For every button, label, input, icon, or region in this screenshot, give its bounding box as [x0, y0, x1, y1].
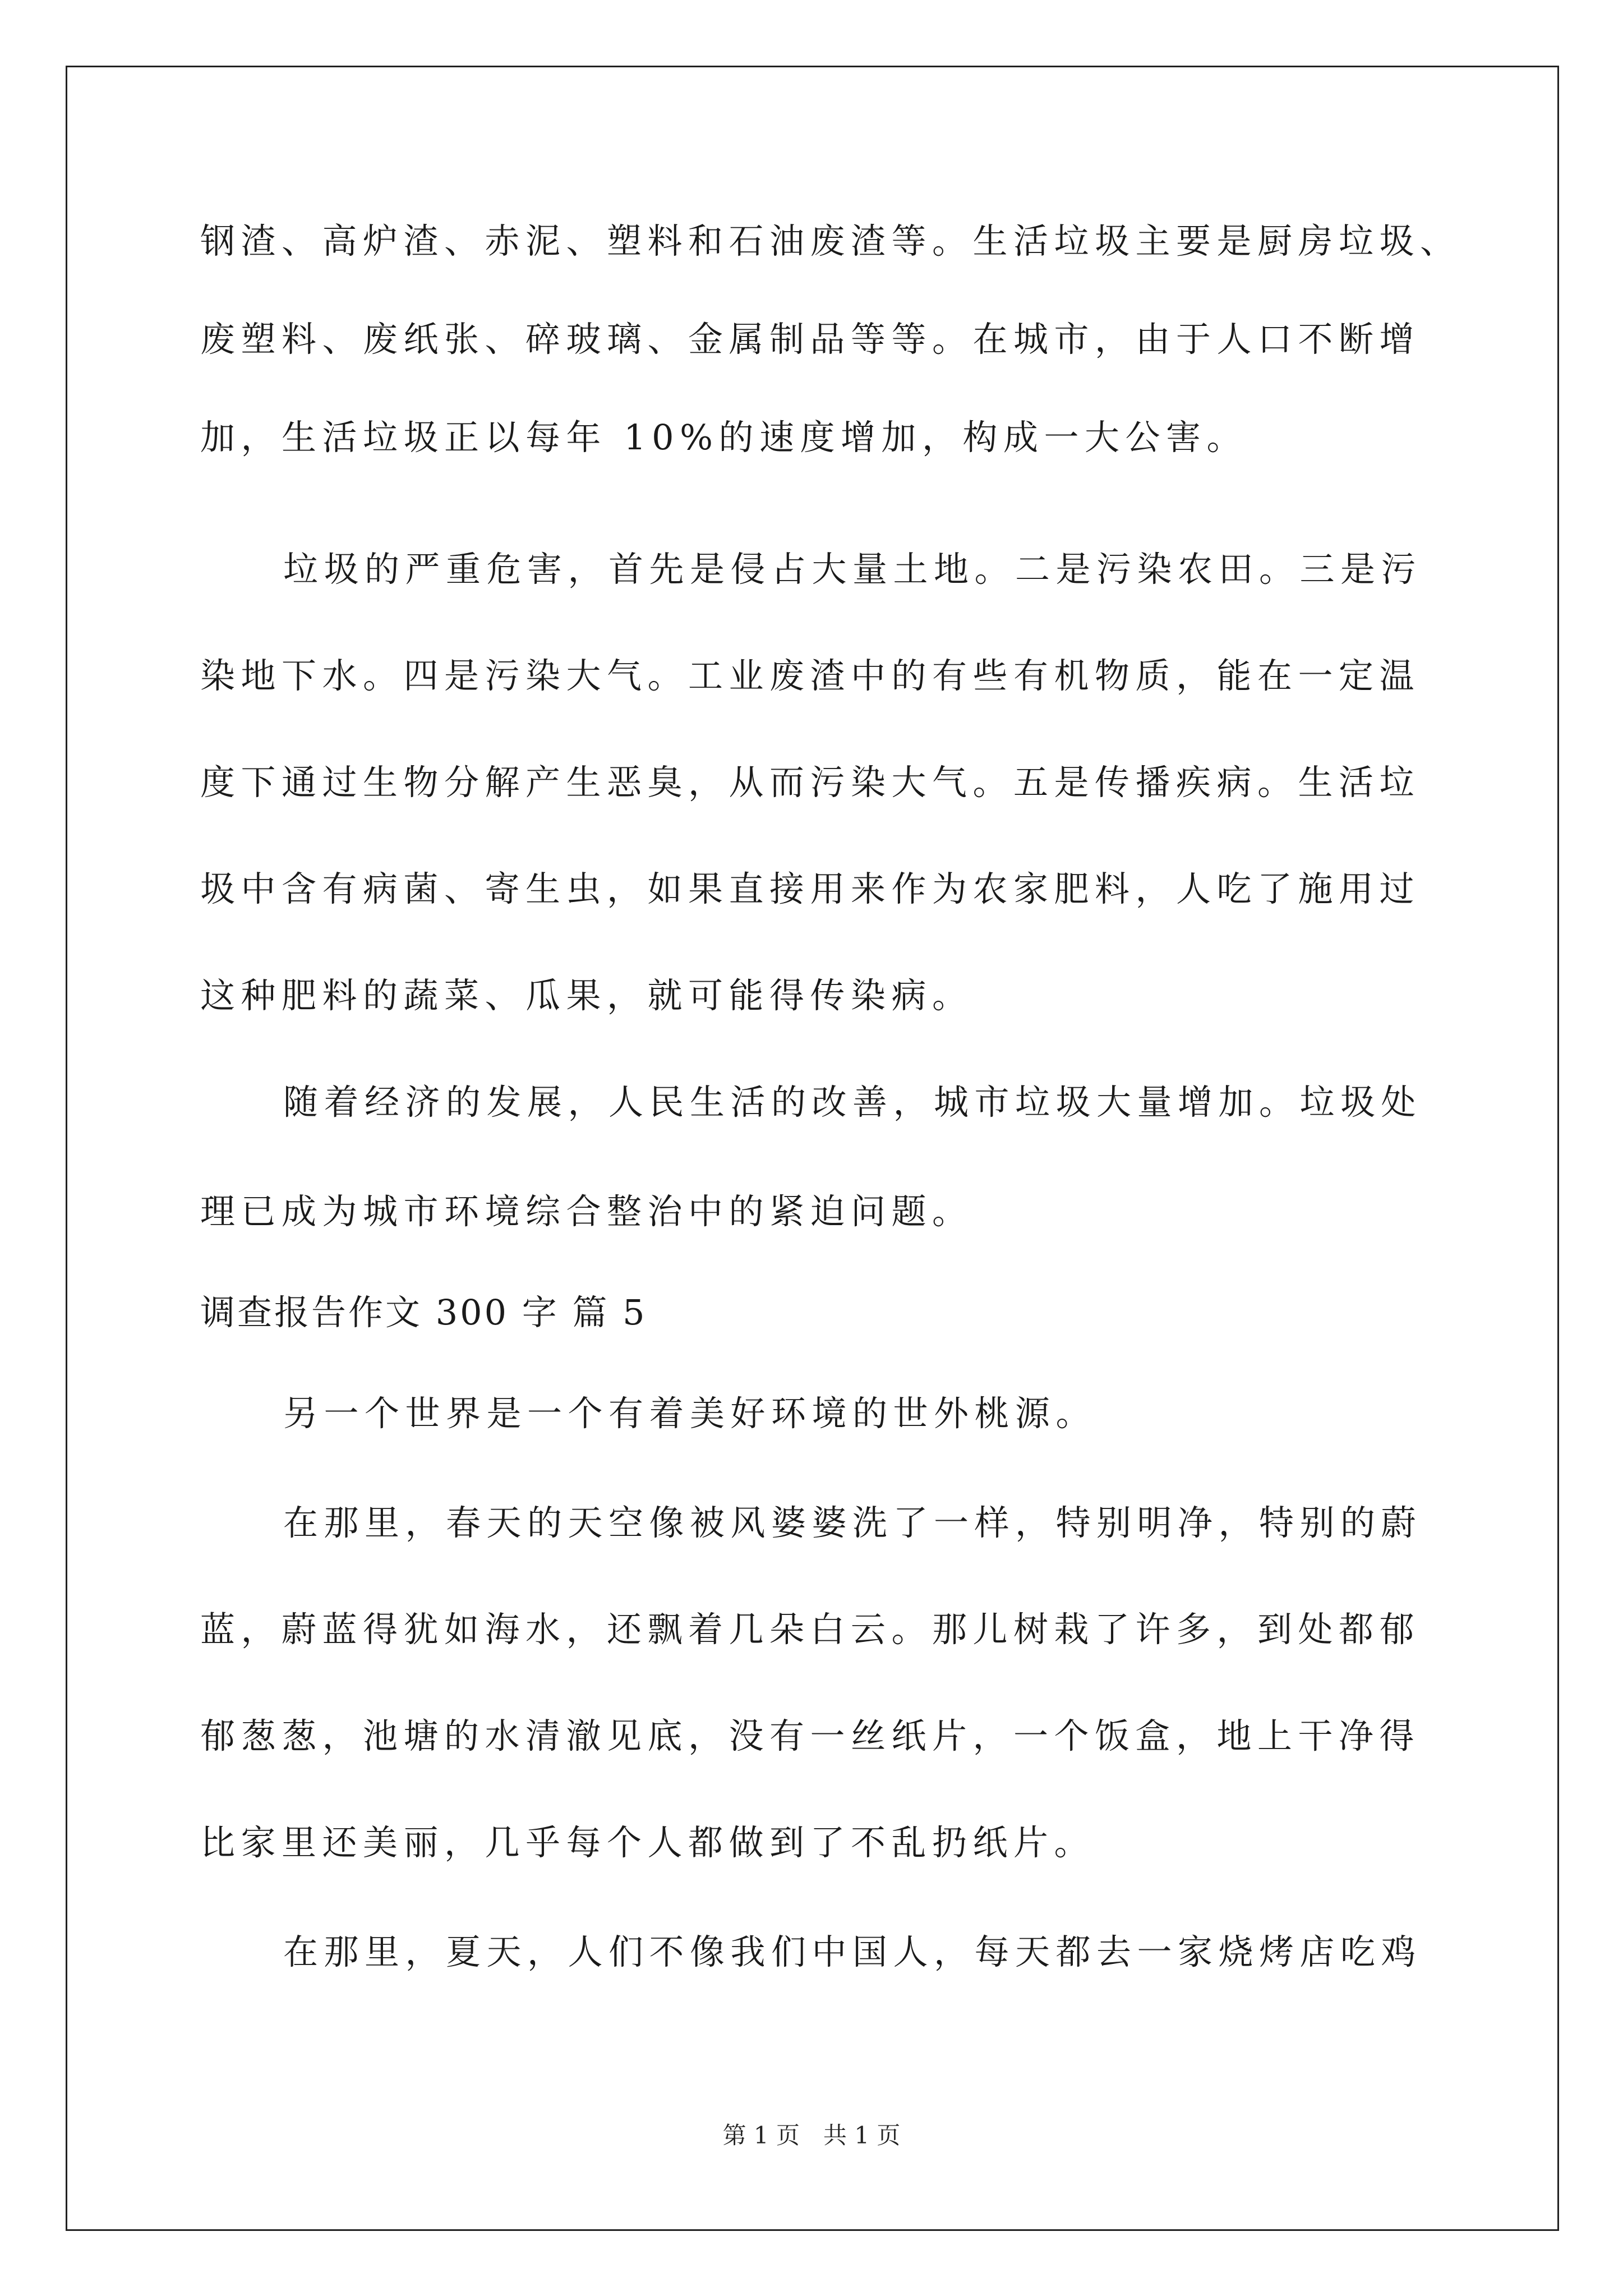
text-line: 钢渣、高炉渣、赤泥、塑料和石油废渣等。生活垃圾主要是厨房垃圾、 [200, 220, 1461, 261]
text-line: 染地下水。四是污染大气。工业废渣中的有些有机物质，能在一定温 [200, 655, 1421, 696]
paragraph-start-line: 在那里，春天的天空像被风婆婆洗了一样，特别明净，特别的蔚 [283, 1502, 1422, 1543]
page-border [66, 66, 1559, 2231]
text-line: 度下通过生物分解产生恶臭，从而污染大气。五是传播疾病。生活垃 [200, 762, 1421, 803]
text-line: 圾中含有病菌、寄生虫，如果直接用来作为农家肥料，人吃了施用过 [200, 868, 1421, 909]
text-line: 郁葱葱，池塘的水清澈见底，没有一丝纸片，一个饭盒，地上干净得 [200, 1715, 1421, 1756]
section-heading: 调查报告作文 300 字 篇 5 [200, 1292, 647, 1333]
text-line: 理已成为城市环境综合整治中的紧迫问题。 [200, 1191, 973, 1232]
paragraph-start-line: 另一个世界是一个有着美好环境的世外桃源。 [283, 1393, 1097, 1434]
paragraph-start-line: 垃圾的严重危害，首先是侵占大量土地。二是污染农田。三是污 [283, 549, 1422, 590]
paragraph-start-line: 随着经济的发展，人民生活的改善，城市垃圾大量增加。垃圾处 [283, 1082, 1422, 1122]
page-footer: 第 1 页 共 1 页 [722, 2122, 901, 2149]
text-line: 蓝，蔚蓝得犹如海水，还飘着几朵白云。那儿树栽了许多，到处都郁 [200, 1609, 1421, 1650]
paragraph-start-line: 在那里，夏天，人们不像我们中国人，每天都去一家烧烤店吃鸡 [283, 1931, 1422, 1972]
text-line: 加，生活垃圾正以每年 10%的速度增加，构成一大公害。 [200, 417, 1248, 458]
text-line: 比家里还美丽，几乎每个人都做到了不乱扔纸片。 [200, 1822, 1095, 1863]
text-line: 这种肥料的蔬菜、瓜果，就可能得传染病。 [200, 975, 973, 1016]
text-line: 废塑料、废纸张、碎玻璃、金属制品等等。在城市，由于人口不断增 [200, 319, 1421, 360]
